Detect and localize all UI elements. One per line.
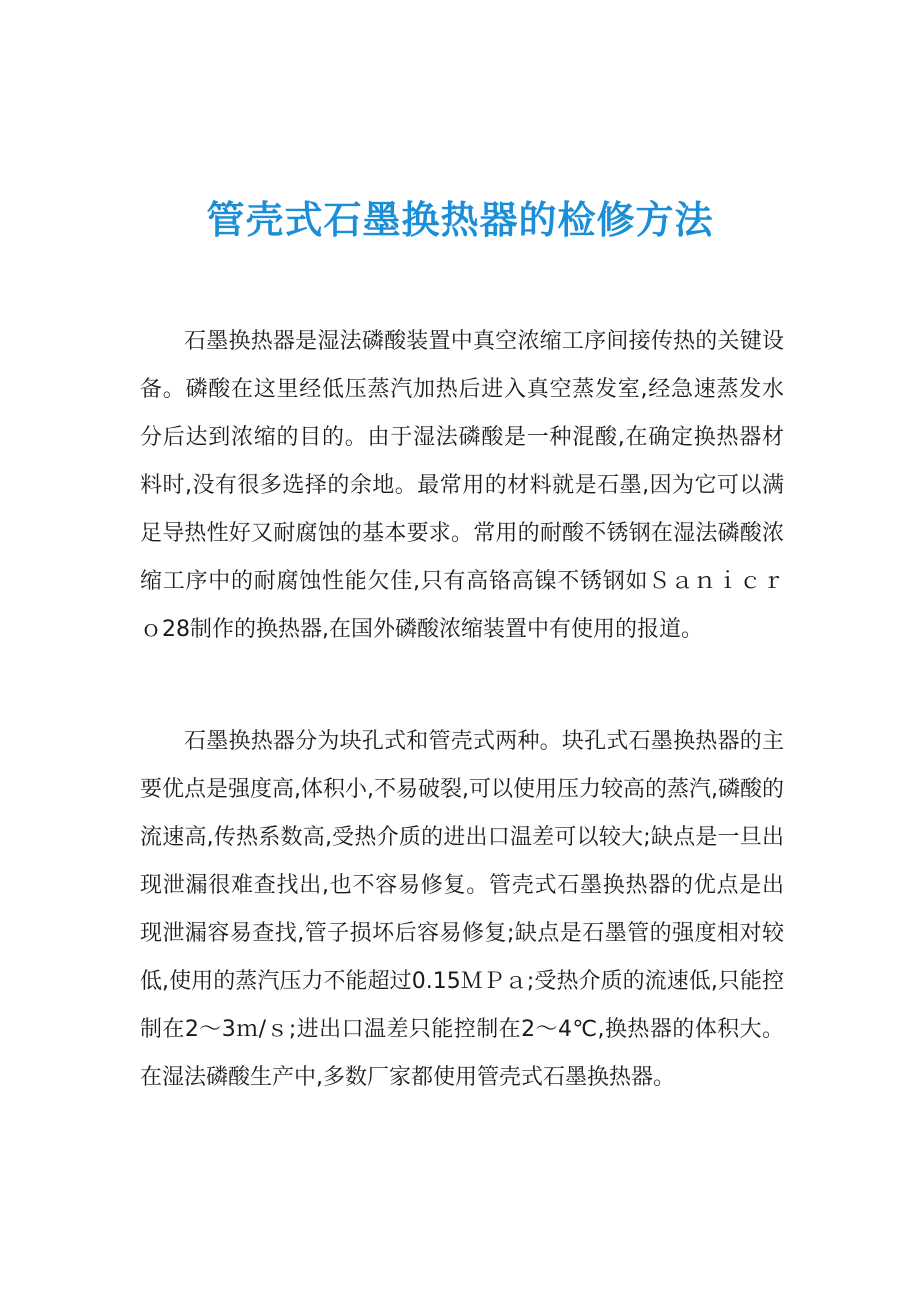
paragraph-types: 石墨换热器分为块孔式和管壳式两种。块孔式石墨换热器的主要优点是强度高,体积小,不易破裂,可以使用压力较高的蒸汽,磷酸的流速高,传热系数高,受热介质的进出口温差可以较大;缺点是一旦出现泄漏很难查找出,也不容易修复。管壳式石墨换热器的优点是出现泄漏容易查找,管子损坏后容易修复;缺点是石墨管的强度相对较低,使用的蒸汽压力不能超过0.15ＭＰａ;受热介质的流速低,只能控制在2～3ｍ/ｓ;进出口温差只能控制在2～4℃,换热器的体积大。在湿法磷酸生产中,多数厂家都使用管壳式石墨换热器。 — [140, 729, 784, 1090]
document-title: 管壳式石墨换热器的检修方法 — [206, 198, 714, 242]
paragraph-intro: 石墨换热器是湿法磷酸装置中真空浓缩工序间接传热的关键设备。磷酸在这里经低压蒸汽加热后进入真空蒸发室,经急速蒸发水分后达到浓缩的目的。由于湿法磷酸是一种混酸,在确定换热器材料时,没有很多选择的余地。最常用的材料就是石墨,因为它可以满足导热性好又耐腐蚀的基本要求。常用的耐酸不锈钢在湿法磷酸浓缩工序中的耐腐蚀性能欠佳,只有高铬高镍不锈钢如Ｓａｎｉｃｒｏ28制作的换热器,在国外磷酸浓缩装置中有使用的报道。 — [140, 329, 784, 642]
